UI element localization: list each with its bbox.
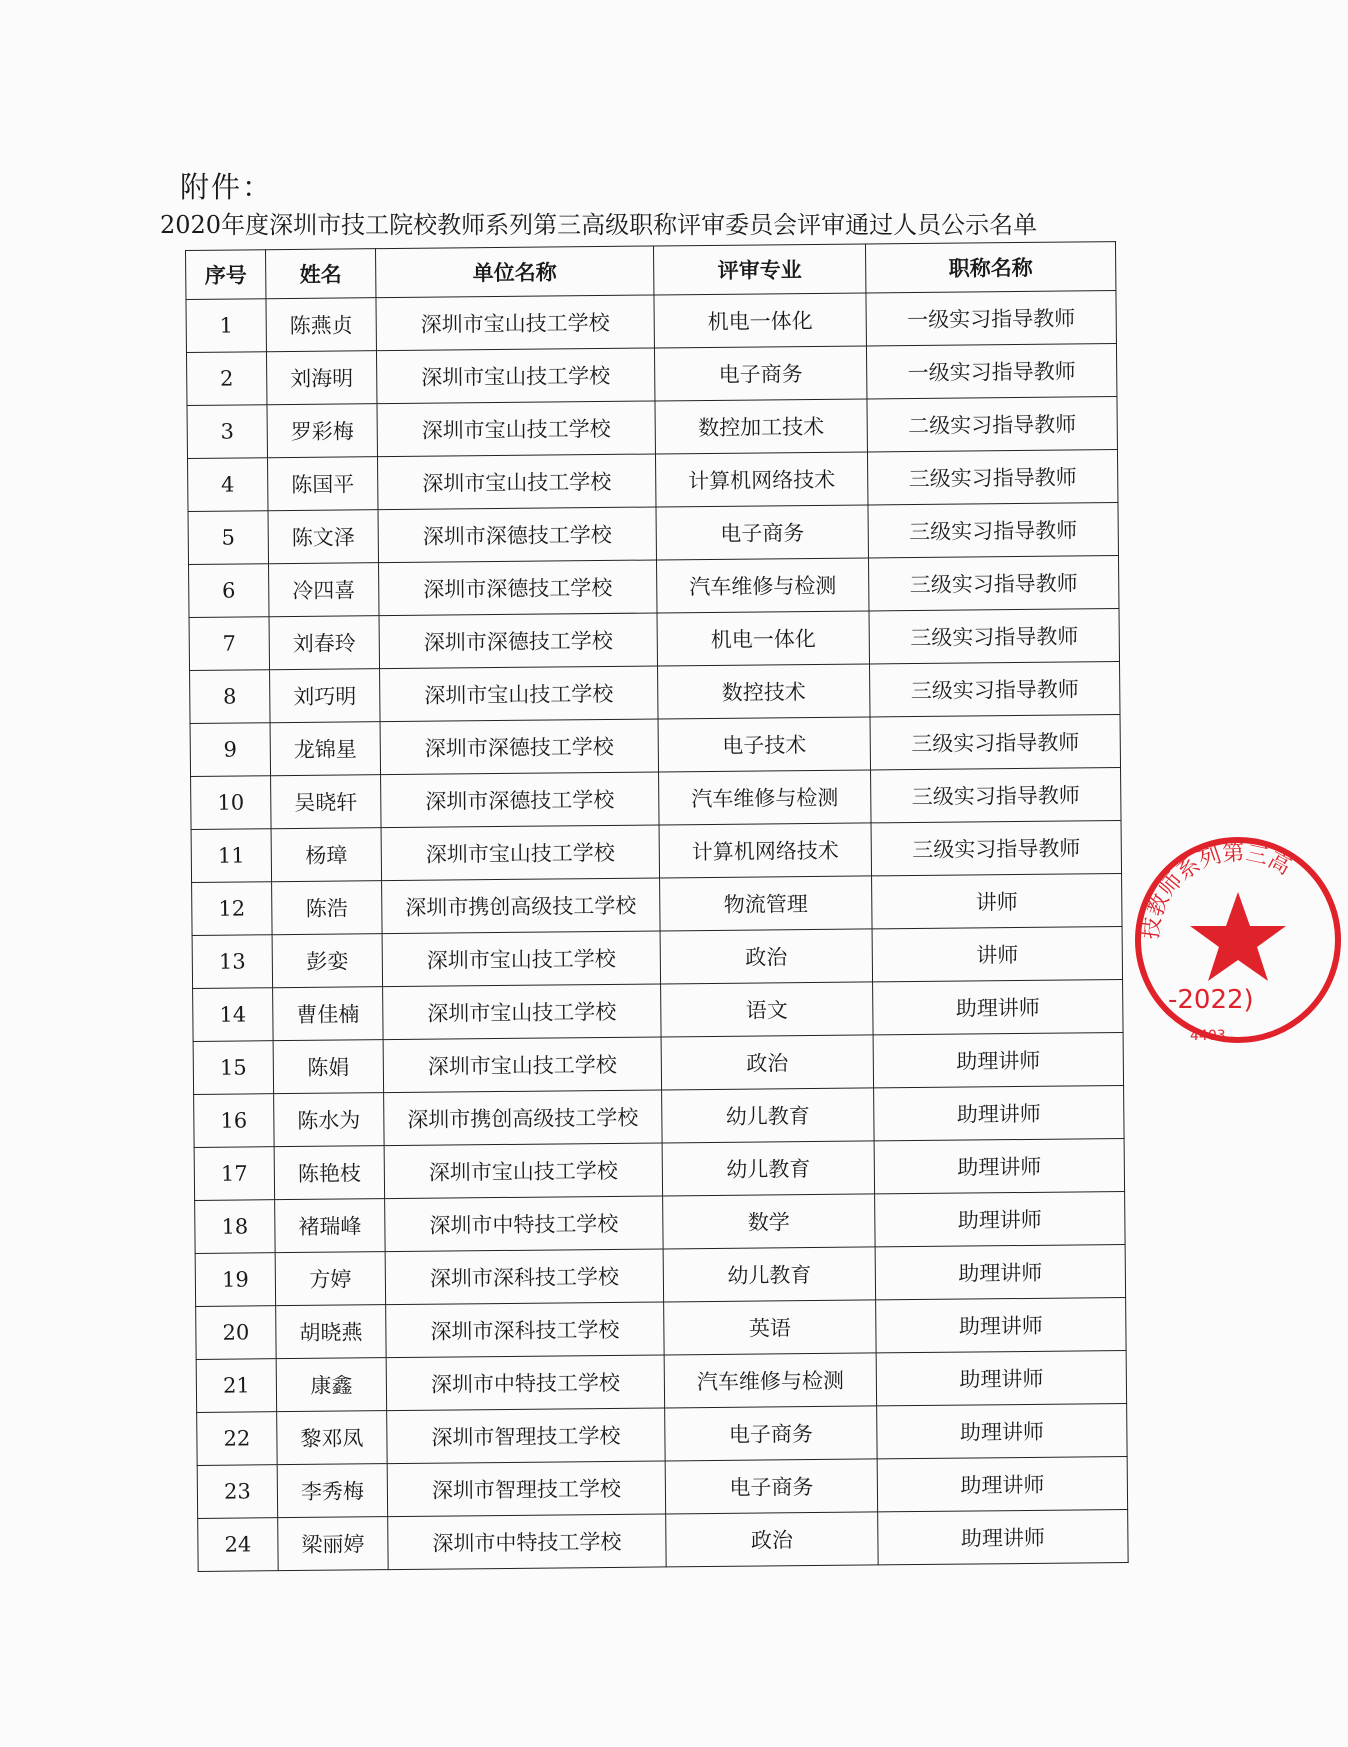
cell-name: 陈燕贞 (266, 298, 377, 352)
cell-specialty: 汽车维修与检测 (656, 558, 868, 613)
cell-title: 一级实习指导教师 (866, 291, 1116, 346)
table-row (191, 821, 1121, 883)
cell-title: 三级实习指导教师 (870, 662, 1120, 717)
cell-title: 二级实习指导教师 (867, 397, 1117, 452)
cell-unit: 深圳市中特技工学校 (388, 1514, 666, 1570)
cell-name: 刘海明 (266, 351, 377, 405)
cell-specialty: 语文 (661, 982, 873, 1037)
cell-title: 三级实习指导教师 (869, 609, 1119, 664)
attachment-label: 附件： (180, 170, 274, 204)
cell-index: 3 (187, 405, 268, 459)
table-row (189, 609, 1119, 671)
table-row (194, 1139, 1124, 1201)
cell-name: 胡晓燕 (276, 1305, 387, 1359)
table-row (194, 1086, 1124, 1148)
cell-unit: 深圳市宝山技工学校 (383, 1037, 661, 1093)
table-row (193, 980, 1123, 1042)
cell-unit: 深圳市深德技工学校 (378, 507, 656, 563)
cell-index: 21 (196, 1359, 277, 1413)
cell-specialty: 电子商务 (654, 346, 866, 401)
cell-index: 10 (191, 776, 272, 830)
header-index: 序号 (186, 250, 266, 300)
cell-title: 助理讲师 (876, 1298, 1126, 1353)
cell-index: 12 (192, 882, 273, 936)
table-row (189, 556, 1119, 618)
cell-name: 彭娈 (272, 934, 383, 988)
cell-index: 11 (191, 829, 272, 883)
cell-unit: 深圳市深德技工学校 (379, 613, 657, 669)
cell-specialty: 机电一体化 (654, 293, 866, 348)
seal-code-text: 4403 (1190, 1028, 1226, 1044)
cell-specialty: 数控加工技术 (655, 399, 867, 454)
cell-index: 2 (186, 352, 267, 406)
cell-index: 9 (190, 723, 271, 777)
header-title: 职称名称 (865, 242, 1115, 293)
cell-title: 助理讲师 (874, 1086, 1124, 1141)
cell-specialty: 幼儿教育 (663, 1247, 875, 1302)
results-table-container (185, 241, 1128, 1572)
cell-index: 15 (193, 1041, 274, 1095)
cell-index: 5 (188, 511, 269, 565)
cell-name: 梁丽婷 (278, 1517, 389, 1571)
table-row (188, 503, 1118, 565)
header-name: 姓名 (266, 249, 376, 299)
cell-title: 讲师 (872, 927, 1122, 982)
table-row (192, 874, 1122, 936)
cell-index: 4 (188, 458, 269, 512)
table-row (197, 1404, 1127, 1466)
cell-name: 黎邓凤 (277, 1411, 388, 1465)
results-table (185, 241, 1129, 1572)
cell-specialty: 数控技术 (658, 664, 870, 719)
table-row (196, 1351, 1126, 1413)
cell-unit: 深圳市宝山技工学校 (381, 825, 659, 881)
cell-specialty: 汽车维修与检测 (659, 770, 871, 825)
cell-title: 助理讲师 (877, 1457, 1127, 1512)
table-row (198, 1510, 1128, 1572)
table-row (186, 291, 1116, 353)
cell-name: 杨璋 (271, 828, 382, 882)
cell-name: 刘春玲 (269, 616, 380, 670)
cell-index: 13 (192, 935, 273, 989)
cell-name: 冷四喜 (269, 563, 380, 617)
official-seal (1128, 830, 1348, 1050)
cell-unit: 深圳市宝山技工学校 (380, 666, 658, 722)
cell-name: 李秀梅 (277, 1464, 388, 1518)
cell-title: 助理讲师 (873, 1033, 1123, 1088)
cell-name: 陈水为 (274, 1093, 385, 1147)
cell-unit: 深圳市中特技工学校 (385, 1196, 663, 1252)
cell-title: 三级实习指导教师 (871, 768, 1121, 823)
cell-index: 6 (189, 564, 270, 618)
cell-name: 陈娟 (273, 1040, 384, 1094)
cell-index: 22 (197, 1412, 278, 1466)
cell-title: 三级实习指导教师 (871, 821, 1121, 876)
cell-unit: 深圳市深德技工学校 (381, 772, 659, 828)
table-header-row (186, 242, 1116, 300)
cell-name: 褚瑞峰 (275, 1199, 386, 1253)
table-row (193, 1033, 1123, 1095)
header-unit: 单位名称 (375, 246, 653, 298)
cell-unit: 深圳市宝山技工学校 (384, 1143, 662, 1199)
cell-index: 23 (197, 1465, 278, 1519)
cell-unit: 深圳市深科技工学校 (386, 1302, 664, 1358)
cell-unit: 深圳市携创高级技工学校 (382, 878, 660, 934)
cell-name: 陈艳枝 (274, 1146, 385, 1200)
cell-index: 18 (195, 1200, 276, 1254)
cell-name: 罗彩梅 (267, 404, 378, 458)
cell-name: 曹佳楠 (273, 987, 384, 1041)
cell-title: 助理讲师 (874, 1139, 1124, 1194)
table-row (192, 927, 1122, 989)
table-row (195, 1192, 1125, 1254)
cell-specialty: 幼儿教育 (662, 1088, 874, 1143)
table-row (190, 715, 1120, 777)
cell-specialty: 政治 (661, 1035, 873, 1090)
cell-unit: 深圳市宝山技工学校 (383, 984, 661, 1040)
cell-title: 助理讲师 (876, 1351, 1126, 1406)
cell-unit: 深圳市携创高级技工学校 (384, 1090, 662, 1146)
cell-specialty: 政治 (660, 929, 872, 984)
table-row (186, 344, 1116, 406)
cell-unit: 深圳市智理技工学校 (387, 1408, 665, 1464)
cell-title: 一级实习指导教师 (866, 344, 1116, 399)
cell-specialty: 机电一体化 (657, 611, 869, 666)
cell-name: 陈文泽 (268, 510, 379, 564)
seal-mid-text: -2022) (1168, 985, 1254, 1015)
cell-unit: 深圳市宝山技工学校 (382, 931, 660, 987)
cell-title: 三级实习指导教师 (868, 503, 1118, 558)
cell-specialty: 电子商务 (665, 1459, 877, 1514)
cell-specialty: 汽车维修与检测 (664, 1353, 876, 1408)
seal-top-text: 技教师系列第三高 (1138, 840, 1295, 941)
cell-title: 三级实习指导教师 (867, 450, 1117, 505)
cell-name: 吴晓轩 (271, 775, 382, 829)
cell-title: 三级实习指导教师 (870, 715, 1120, 770)
cell-index: 16 (194, 1094, 275, 1148)
cell-specialty: 电子商务 (656, 505, 868, 560)
cell-index: 7 (189, 617, 270, 671)
cell-unit: 深圳市宝山技工学校 (376, 348, 654, 404)
cell-specialty: 电子技术 (658, 717, 870, 772)
cell-unit: 深圳市深科技工学校 (385, 1249, 663, 1305)
cell-unit: 深圳市智理技工学校 (387, 1461, 665, 1517)
cell-specialty: 物流管理 (660, 876, 872, 931)
cell-index: 20 (196, 1306, 277, 1360)
cell-unit: 深圳市中特技工学校 (386, 1355, 664, 1411)
cell-title: 讲师 (872, 874, 1122, 929)
cell-title: 助理讲师 (875, 1192, 1125, 1247)
cell-unit: 深圳市宝山技工学校 (376, 295, 654, 351)
cell-name: 龙锦星 (270, 722, 381, 776)
cell-name: 康鑫 (276, 1358, 387, 1412)
seal-star-icon (1190, 892, 1286, 981)
cell-unit: 深圳市宝山技工学校 (377, 454, 655, 510)
table-row (197, 1457, 1127, 1519)
cell-title: 助理讲师 (878, 1510, 1128, 1565)
cell-name: 方婷 (275, 1252, 386, 1306)
document-title: 2020年度深圳市技工院校教师系列第三高级职称评审委员会评审通过人员公示名单 (160, 211, 1038, 239)
table-row (196, 1298, 1126, 1360)
header-specialty: 评审专业 (653, 244, 865, 295)
cell-title: 三级实习指导教师 (868, 556, 1118, 611)
cell-specialty: 政治 (666, 1512, 878, 1567)
cell-name: 陈浩 (272, 881, 383, 935)
cell-title: 助理讲师 (877, 1404, 1127, 1459)
table-row (191, 768, 1121, 830)
table-row (188, 450, 1118, 512)
cell-index: 24 (198, 1518, 279, 1572)
table-row (190, 662, 1120, 724)
cell-index: 14 (193, 988, 274, 1042)
cell-specialty: 英语 (664, 1300, 876, 1355)
cell-index: 1 (186, 299, 267, 353)
cell-title: 助理讲师 (875, 1245, 1125, 1300)
table-body (186, 291, 1128, 1572)
cell-specialty: 计算机网络技术 (655, 452, 867, 507)
cell-name: 刘巧明 (270, 669, 381, 723)
cell-specialty: 数学 (663, 1194, 875, 1249)
cell-specialty: 幼儿教育 (662, 1141, 874, 1196)
cell-specialty: 电子商务 (665, 1406, 877, 1461)
cell-index: 17 (194, 1147, 275, 1201)
table-row (195, 1245, 1125, 1307)
table-row (187, 397, 1117, 459)
cell-name: 陈国平 (267, 457, 378, 511)
cell-title: 助理讲师 (873, 980, 1123, 1035)
cell-index: 8 (190, 670, 271, 724)
cell-specialty: 计算机网络技术 (659, 823, 871, 878)
cell-unit: 深圳市宝山技工学校 (377, 401, 655, 457)
cell-unit: 深圳市深德技工学校 (380, 719, 658, 775)
cell-unit: 深圳市深德技工学校 (379, 560, 657, 616)
cell-index: 19 (195, 1253, 276, 1307)
